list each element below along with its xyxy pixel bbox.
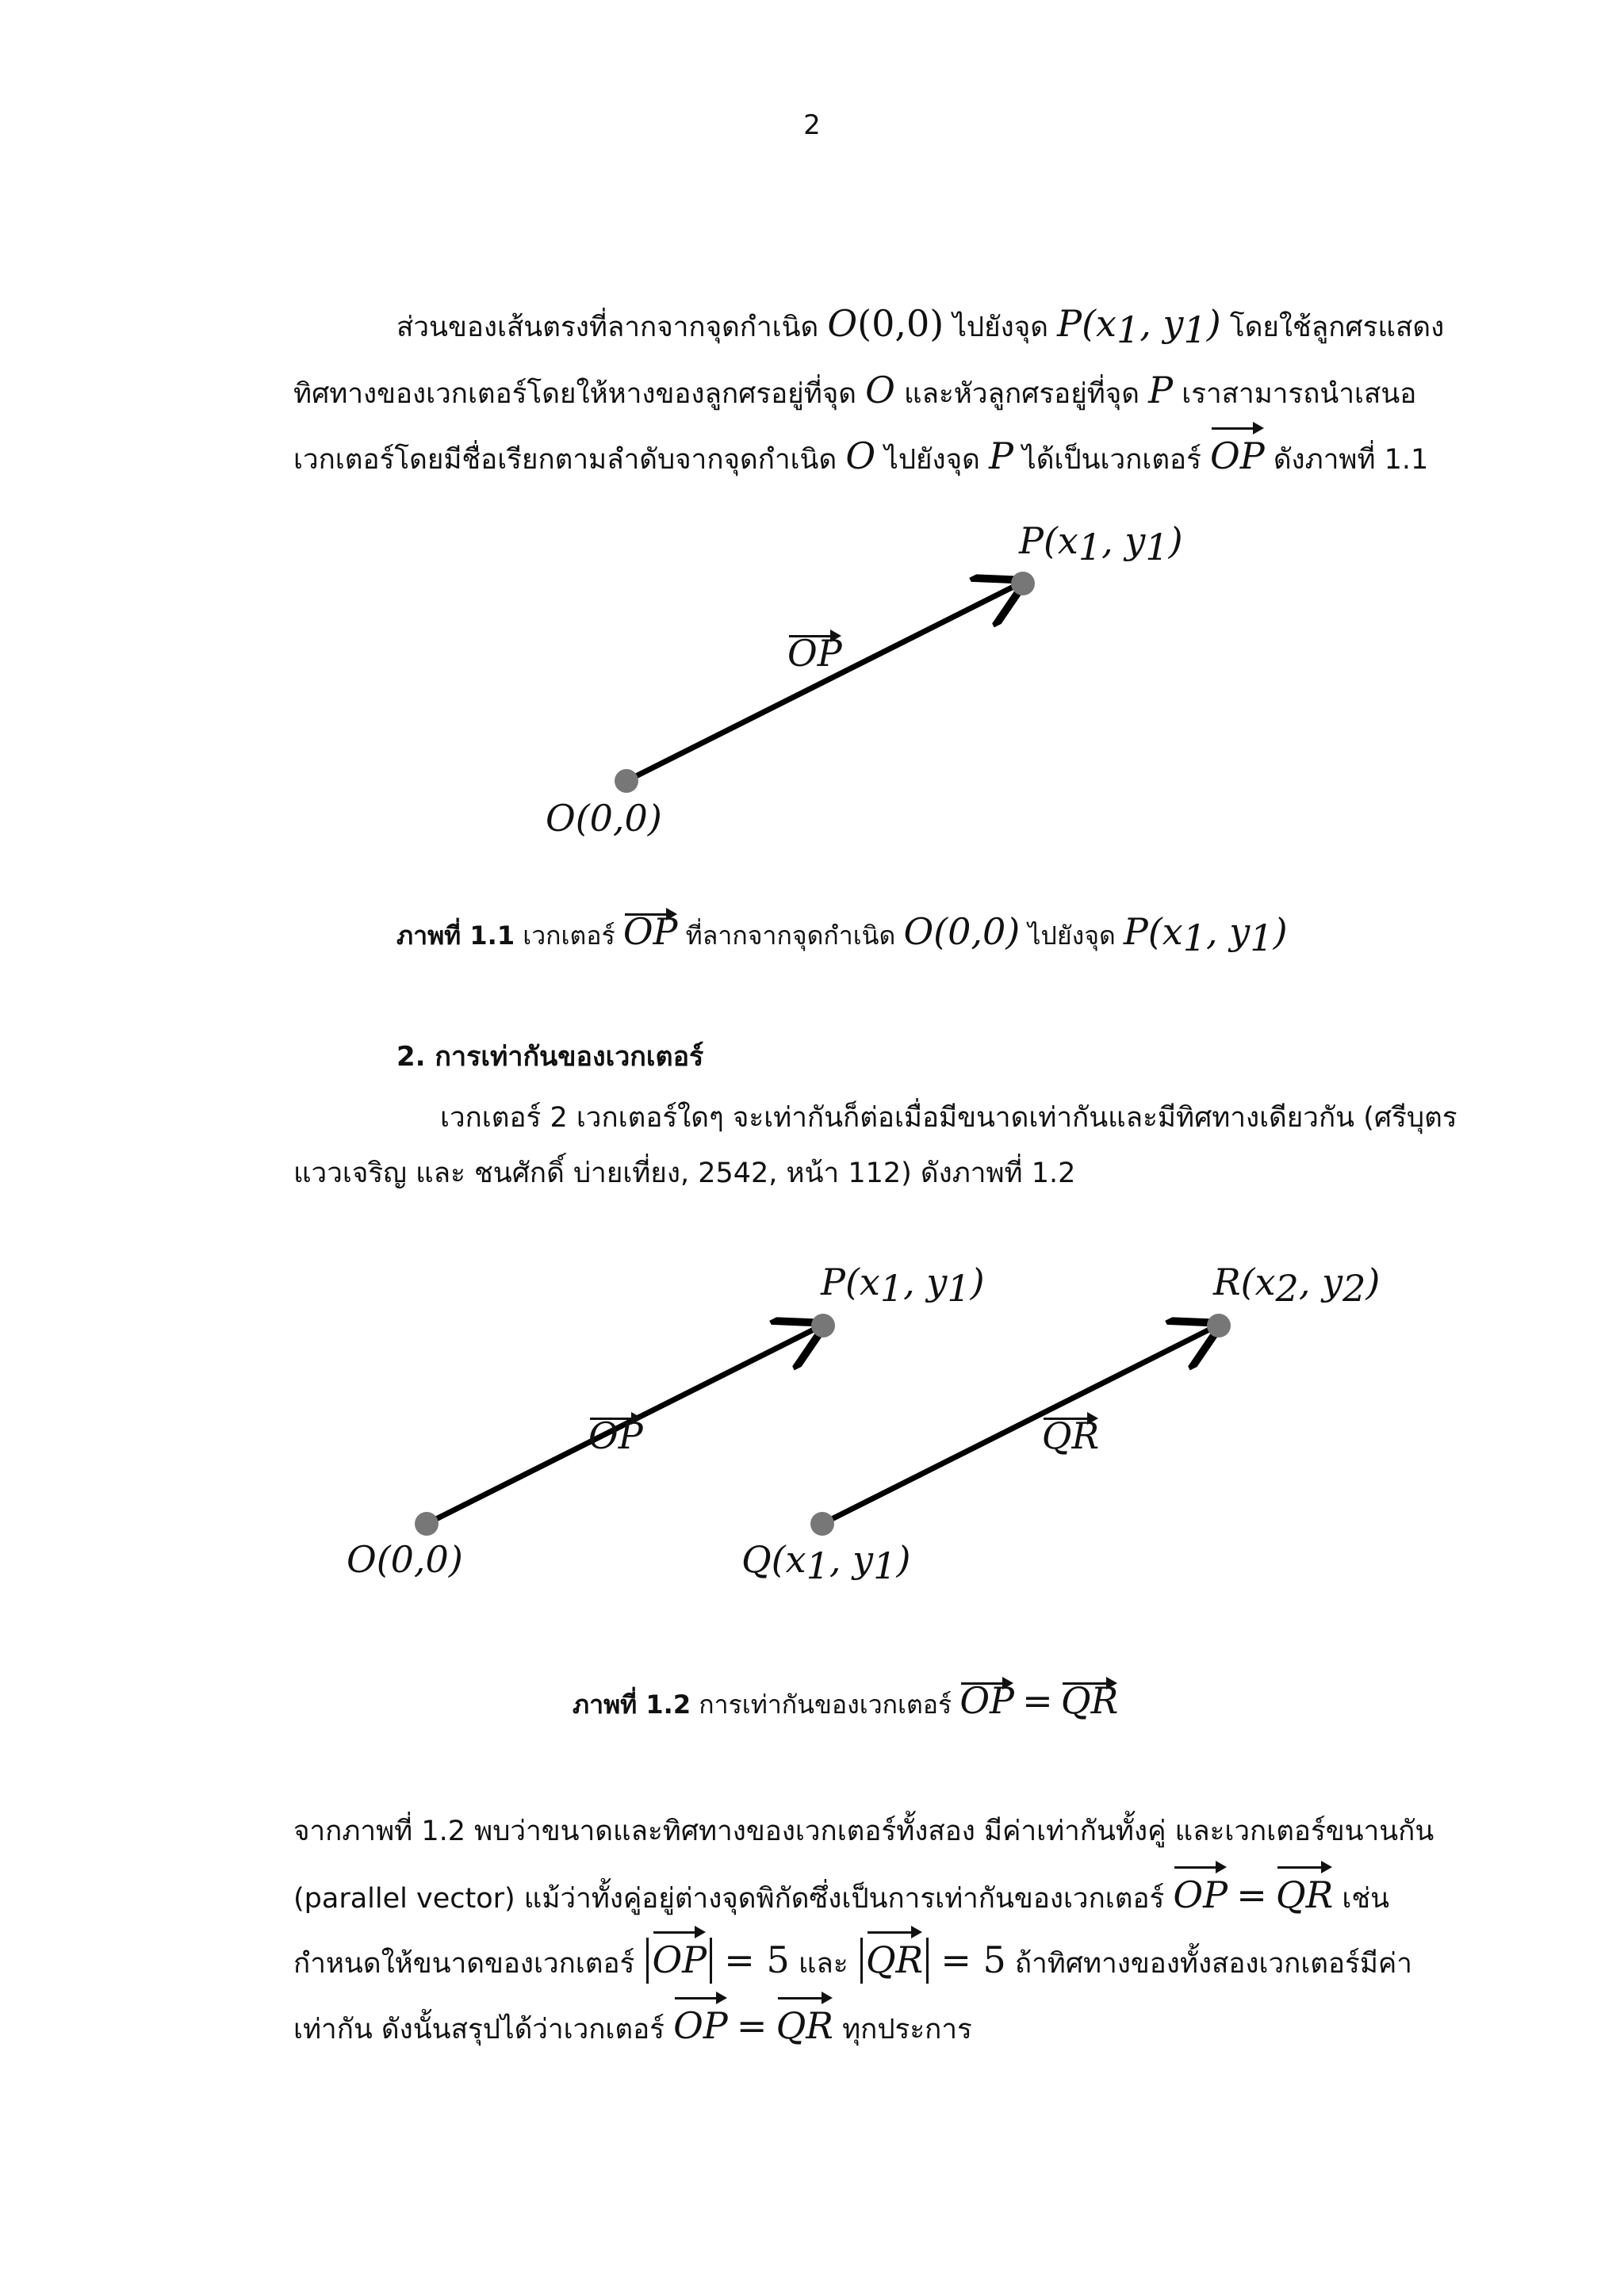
math-origin-coords: (0,0): [857, 302, 944, 345]
text-segment: ไปยังจุด: [884, 444, 980, 476]
figure-2-point-P: [811, 1314, 835, 1337]
abs-bar: [646, 1938, 649, 1984]
text-segment: เวกเตอร์โดยมีชื่อเรียกตามลำดับจากจุดกำเนิด: [293, 444, 837, 476]
vector-OP: OP: [1210, 424, 1265, 488]
text-segment: ทิศทางของเวกเตอร์โดยให้หางของลูกศรอยู่ที่จุด: [293, 378, 856, 410]
text-segment: โดยใช้ลูกศรแสดง: [1229, 312, 1445, 343]
figure-1-label-O: O(0,0): [546, 797, 662, 840]
figure-2-label-OP: OP: [588, 1414, 643, 1457]
text-segment: ไปยังจุด: [952, 312, 1048, 343]
equals-five: = 5: [724, 1938, 790, 1981]
text-segment: เท่ากัน ดังนั้นสรุปได้ว่าเวกเตอร์: [293, 2014, 665, 2045]
figure-2-label-O: O(0,0): [347, 1538, 463, 1581]
vector-QR: QR: [866, 1928, 923, 1992]
vector-OP: OP: [1173, 1863, 1228, 1927]
page-number: 2: [803, 109, 821, 141]
math-O-origin: O(0,0): [903, 910, 1021, 953]
figure-1-arrow-OP: [626, 583, 1021, 781]
figure-1-point-O: [615, 769, 638, 793]
figure-2-label-QR: QR: [1041, 1414, 1100, 1457]
abs-bar: [926, 1938, 929, 1984]
equals-five: = 5: [940, 1938, 1006, 1981]
text-segment: กำหนดให้ขนาดของเวกเตอร์: [293, 1948, 635, 1980]
figure-2-label-Q: $Q(x_1$, $y_1$): [741, 1538, 911, 1587]
math-P: P: [1148, 369, 1174, 411]
text-segment: และ: [798, 1948, 848, 1980]
figure-1-caption: [396, 910, 1288, 959]
math-O: O: [827, 302, 858, 345]
math-P: P: [989, 434, 1013, 477]
vector-OP: OP: [673, 1994, 728, 2057]
text-segment: เราสามารถนำเสนอ: [1182, 378, 1417, 410]
section-2-line-2: แววเจริญ และ ชนศักดิ์ บ่ายเที่ยง, 2542, หน้า 112) ดังภาพที่ 1.2: [293, 1158, 1076, 1189]
section-2-line-1: เวกเตอร์ 2 เวกเตอร์ใดๆ จะเท่ากันก็ต่อเมื่อมีขนาดเท่ากันและมีทิศทางเดียวกัน (ศรีบุตร: [440, 1102, 1457, 1134]
math-O: O: [845, 434, 876, 477]
vector-QR: QR: [1060, 1679, 1119, 1722]
math-O: O: [865, 369, 895, 411]
figure-2-point-R: [1207, 1314, 1231, 1337]
vector-OP: OP: [652, 1928, 707, 1992]
figure-2-caption: [573, 1679, 1118, 1725]
vector-OP: OP: [622, 910, 678, 953]
text-segment: ทุกประการ: [842, 2014, 972, 2045]
figure-2-point-Q: [810, 1512, 834, 1536]
vector-QR: QR: [776, 1994, 833, 2057]
paragraph-2-line-2: [293, 1863, 1389, 1931]
text-segment: ส่วนของเส้นตรงที่ลากจากจุดกำเนิด: [396, 312, 819, 343]
figure-1-label-OP: OP: [787, 632, 842, 675]
text-segment: (parallel vector) แม้ว่าทั้งคู่อยู่ต่างจุดพิกัดซึ่งเป็นการเท่ากันของเวกเตอร์: [293, 1883, 1165, 1915]
abs-bar: [710, 1938, 712, 1984]
text-segment: ได้เป็นเวกเตอร์: [1022, 444, 1201, 476]
math-P-coords: $P(x_1$, $y_1$): [1057, 302, 1221, 351]
figure-2-label-P: $P(x_1$, $y_1$): [821, 1261, 985, 1310]
equals-sign: =: [1236, 1873, 1267, 1916]
caption-label: ภาพที่ 1.1: [396, 920, 515, 951]
math-P-coords: $P(x_1$, $y_1$): [1123, 910, 1288, 959]
figure-1-point-P: [1011, 572, 1035, 595]
text-segment: ดังภาพที่ 1.1: [1273, 444, 1429, 476]
text-segment: การเท่ากันของเวกเตอร์: [699, 1689, 952, 1720]
section-2-heading: 2. การเท่ากันของเวกเตอร์: [396, 1041, 704, 1073]
caption-label: ภาพที่ 1.2: [573, 1689, 691, 1720]
figure-2-label-R: $R(x_2$, $y_2$): [1213, 1261, 1381, 1310]
figure-1-label-P: $P(x_1$, $y_1$): [1019, 519, 1183, 568]
abs-bar: [860, 1938, 863, 1984]
text-segment: และหัวลูกศรอยู่ที่จุด: [904, 378, 1140, 410]
text-segment: ถ้าทิศทางของทั้งสองเวกเตอร์มีค่า: [1014, 1948, 1412, 1980]
paragraph-2-line-4: [293, 1994, 972, 2061]
vector-OP: OP: [959, 1679, 1014, 1722]
paragraph-2-line-3: [293, 1928, 1412, 1996]
paragraph-2-line-1: จากภาพที่ 1.2 พบว่าขนาดและทิศทางของเวกเตอร์ทั้งสอง มีค่าเท่ากันทั้งคู่ และเวกเตอร์ขนานกัน: [293, 1816, 1434, 1847]
text-segment: ไปยังจุด: [1028, 920, 1116, 951]
equals-sign: =: [736, 2004, 768, 2047]
vector-QR: QR: [1276, 1863, 1333, 1927]
text-segment: เวกเตอร์: [523, 920, 615, 951]
figure-2-point-O: [415, 1512, 439, 1536]
equals-sign: =: [1022, 1679, 1053, 1722]
text-segment: ที่ลากจากจุดกำเนิด: [685, 920, 896, 951]
text-segment: เช่น: [1342, 1883, 1390, 1915]
figure-2-arrow-QR: [822, 1326, 1217, 1524]
